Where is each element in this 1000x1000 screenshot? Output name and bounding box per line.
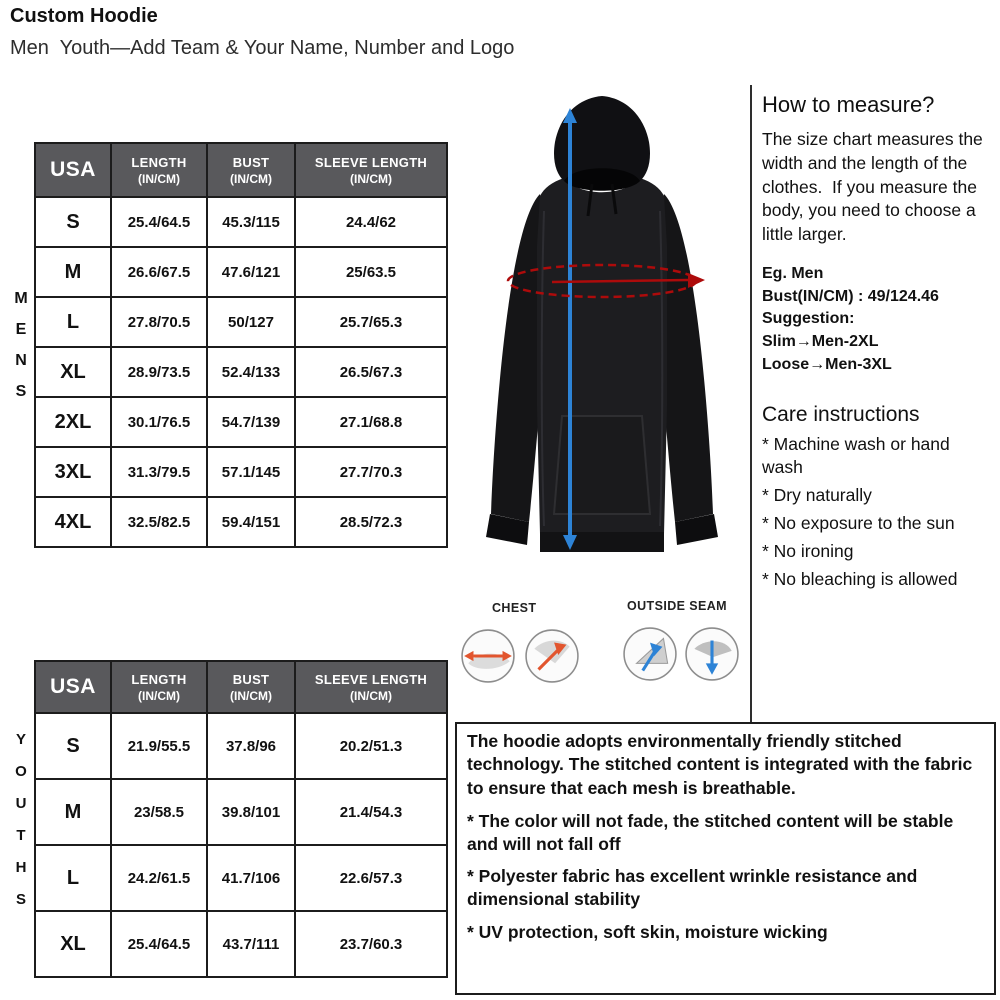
- vlabel-letter: T: [16, 826, 26, 844]
- length-cell: 23/58.5: [111, 779, 207, 845]
- length-cell: 28.9/73.5: [111, 347, 207, 397]
- bust-cell: 47.6/121: [207, 247, 295, 297]
- size-cell: M: [35, 779, 111, 845]
- table-row: [35, 447, 447, 497]
- vlabel-letter: H: [15, 858, 27, 876]
- table-row: [35, 845, 447, 911]
- vlabel-letter: E: [15, 320, 27, 338]
- length-cell: 32.5/82.5: [111, 497, 207, 547]
- description-bullet: * The color will not fade, the stitched content will be stable and will not fall off: [467, 810, 954, 854]
- column-header-sleeve: [295, 143, 447, 197]
- sleeve-cell: 25/63.5: [295, 247, 447, 297]
- sleeve-cell: 21.4/54.3: [295, 779, 447, 845]
- table-row: [35, 347, 447, 397]
- chest-measure-icon-1: [460, 628, 516, 684]
- column-header-length: [111, 143, 207, 197]
- table-row: [35, 911, 447, 977]
- table-row: [35, 397, 447, 447]
- suggestion-line: Slim→Men-2XL: [762, 333, 879, 351]
- vlabel-letter: N: [15, 351, 27, 369]
- youths-size-table: [34, 660, 448, 978]
- size-cell: XL: [35, 347, 111, 397]
- length-cell: 30.1/76.5: [111, 397, 207, 447]
- mens-size-table-block: [8, 142, 448, 548]
- length-cell: 26.6/67.5: [111, 247, 207, 297]
- column-header-bust: [207, 143, 295, 197]
- vertical-divider: [750, 85, 752, 722]
- suggestion-line: Suggestion:: [762, 310, 855, 328]
- bust-cell: 45.3/115: [207, 197, 295, 247]
- hoodie-hem: [540, 532, 664, 552]
- length-cell: 25.4/64.5: [111, 911, 207, 977]
- hoodie-image: [452, 86, 752, 598]
- length-cell: 24.2/61.5: [111, 845, 207, 911]
- column-label: BUST: [232, 154, 270, 170]
- sleeve-cell: 26.5/67.3: [295, 347, 447, 397]
- size-cell: 3XL: [35, 447, 111, 497]
- chest-measure-icon-2: [524, 628, 580, 684]
- length-cell: 31.3/79.5: [111, 447, 207, 497]
- bust-cell: 50/127: [207, 297, 295, 347]
- sleeve-cell: 23.7/60.3: [295, 911, 447, 977]
- column-unit: (IN/CM): [138, 688, 180, 703]
- size-cell: L: [35, 845, 111, 911]
- bust-cell: 54.7/139: [207, 397, 295, 447]
- header-row: [35, 143, 447, 197]
- column-label: LENGTH: [131, 671, 187, 687]
- youths-group-label: [8, 660, 34, 978]
- outside-seam-label: OUTSIDE SEAM: [627, 599, 727, 613]
- table-row: [35, 779, 447, 845]
- table-row: [35, 297, 447, 347]
- how-to-measure-title: How to measure?: [762, 92, 935, 117]
- care-item: * No exposure to the sun: [762, 512, 955, 533]
- header-row: [35, 661, 447, 713]
- column-label: SLEEVE LENGTH: [314, 671, 428, 687]
- sleeve-cell: 20.2/51.3: [295, 713, 447, 779]
- care-item: * No ironing: [762, 540, 854, 561]
- sleeve-cell: 25.7/65.3: [295, 297, 447, 347]
- outside-seam-icon-1: [622, 626, 678, 682]
- column-unit: (IN/CM): [350, 688, 392, 703]
- table-row: [35, 497, 447, 547]
- suggestion-line: Eg. Men: [762, 264, 824, 282]
- size-cell: L: [35, 297, 111, 347]
- sleeve-cell: 27.7/70.3: [295, 447, 447, 497]
- length-cell: 27.8/70.5: [111, 297, 207, 347]
- vlabel-letter: U: [15, 794, 27, 812]
- column-header-bust: [207, 661, 295, 713]
- vlabel-letter: S: [15, 890, 26, 908]
- column-label: SLEEVE LENGTH: [314, 154, 428, 170]
- chest-label: CHEST: [492, 601, 537, 615]
- column-unit: (IN/CM): [230, 688, 272, 703]
- bust-cell: 57.1/145: [207, 447, 295, 497]
- table-row: [35, 713, 447, 779]
- size-cell: S: [35, 713, 111, 779]
- column-header-sleeve: [295, 661, 447, 713]
- mens-size-table: [34, 142, 448, 548]
- mens-group-label: [8, 142, 34, 548]
- bust-cell: 39.8/101: [207, 779, 295, 845]
- bust-cell: 37.8/96: [207, 713, 295, 779]
- page-subtitle: Men Youth—Add Team & Your Name, Number and Logo: [10, 37, 515, 59]
- bust-cell: 41.7/106: [207, 845, 295, 911]
- sleeve-cell: 24.4/62: [295, 197, 447, 247]
- description-intro: The hoodie adopts environmentally friendly stitched technology. The stitched content is integrated with the fabric to ensure that each mesh is breathable.: [467, 731, 973, 798]
- suggestion-line: Loose→Men-3XL: [762, 355, 892, 373]
- suggestion-line: Bust(IN/CM) : 49/124.46: [762, 287, 939, 305]
- length-cell: 25.4/64.5: [111, 197, 207, 247]
- sleeve-cell: 22.6/57.3: [295, 845, 447, 911]
- how-to-measure-body: The size chart measures the width and the length of the clothes. If you measure the body, you need to choose a little larger.: [762, 129, 988, 245]
- bust-cell: 43.7/111: [207, 911, 295, 977]
- care-instructions-title: Care instructions: [762, 402, 920, 426]
- size-cell: M: [35, 247, 111, 297]
- sleeve-cell: 27.1/68.8: [295, 397, 447, 447]
- care-item: * No bleaching is allowed: [762, 569, 958, 590]
- vlabel-letter: O: [15, 762, 27, 780]
- column-header-length: [111, 661, 207, 713]
- bust-cell: 59.4/151: [207, 497, 295, 547]
- length-cell: 21.9/55.5: [111, 713, 207, 779]
- size-cell: 2XL: [35, 397, 111, 447]
- column-header-usa: USA: [35, 661, 111, 713]
- outside-seam-icon-2: [684, 626, 740, 682]
- how-to-measure-section: [762, 92, 995, 596]
- vlabel-letter: Y: [15, 730, 26, 748]
- size-cell: 4XL: [35, 497, 111, 547]
- size-cell: S: [35, 197, 111, 247]
- column-unit: (IN/CM): [350, 171, 392, 186]
- bust-cell: 52.4/133: [207, 347, 295, 397]
- youths-size-table-block: [8, 660, 448, 978]
- vlabel-letter: S: [15, 382, 27, 400]
- table-row: [35, 247, 447, 297]
- description-bullet: * UV protection, soft skin, moisture wicking: [467, 921, 828, 942]
- column-label: BUST: [232, 671, 270, 687]
- column-header-usa: USA: [35, 143, 111, 197]
- size-cell: XL: [35, 911, 111, 977]
- description-bullet: * Polyester fabric has excellent wrinkle resistance and dimensional stability: [467, 866, 918, 910]
- page-title: Custom Hoodie: [10, 5, 158, 27]
- product-description-box: [455, 722, 996, 995]
- care-item: * Dry naturally: [762, 484, 872, 505]
- sleeve-cell: 28.5/72.3: [295, 497, 447, 547]
- vlabel-letter: M: [14, 289, 28, 307]
- column-unit: (IN/CM): [138, 171, 180, 186]
- care-instructions-list: [762, 433, 995, 592]
- care-item: * Machine wash or hand wash: [762, 433, 950, 477]
- column-unit: (IN/CM): [230, 171, 272, 186]
- column-label: LENGTH: [131, 154, 187, 170]
- size-suggestion-block: [762, 263, 995, 377]
- table-row: [35, 197, 447, 247]
